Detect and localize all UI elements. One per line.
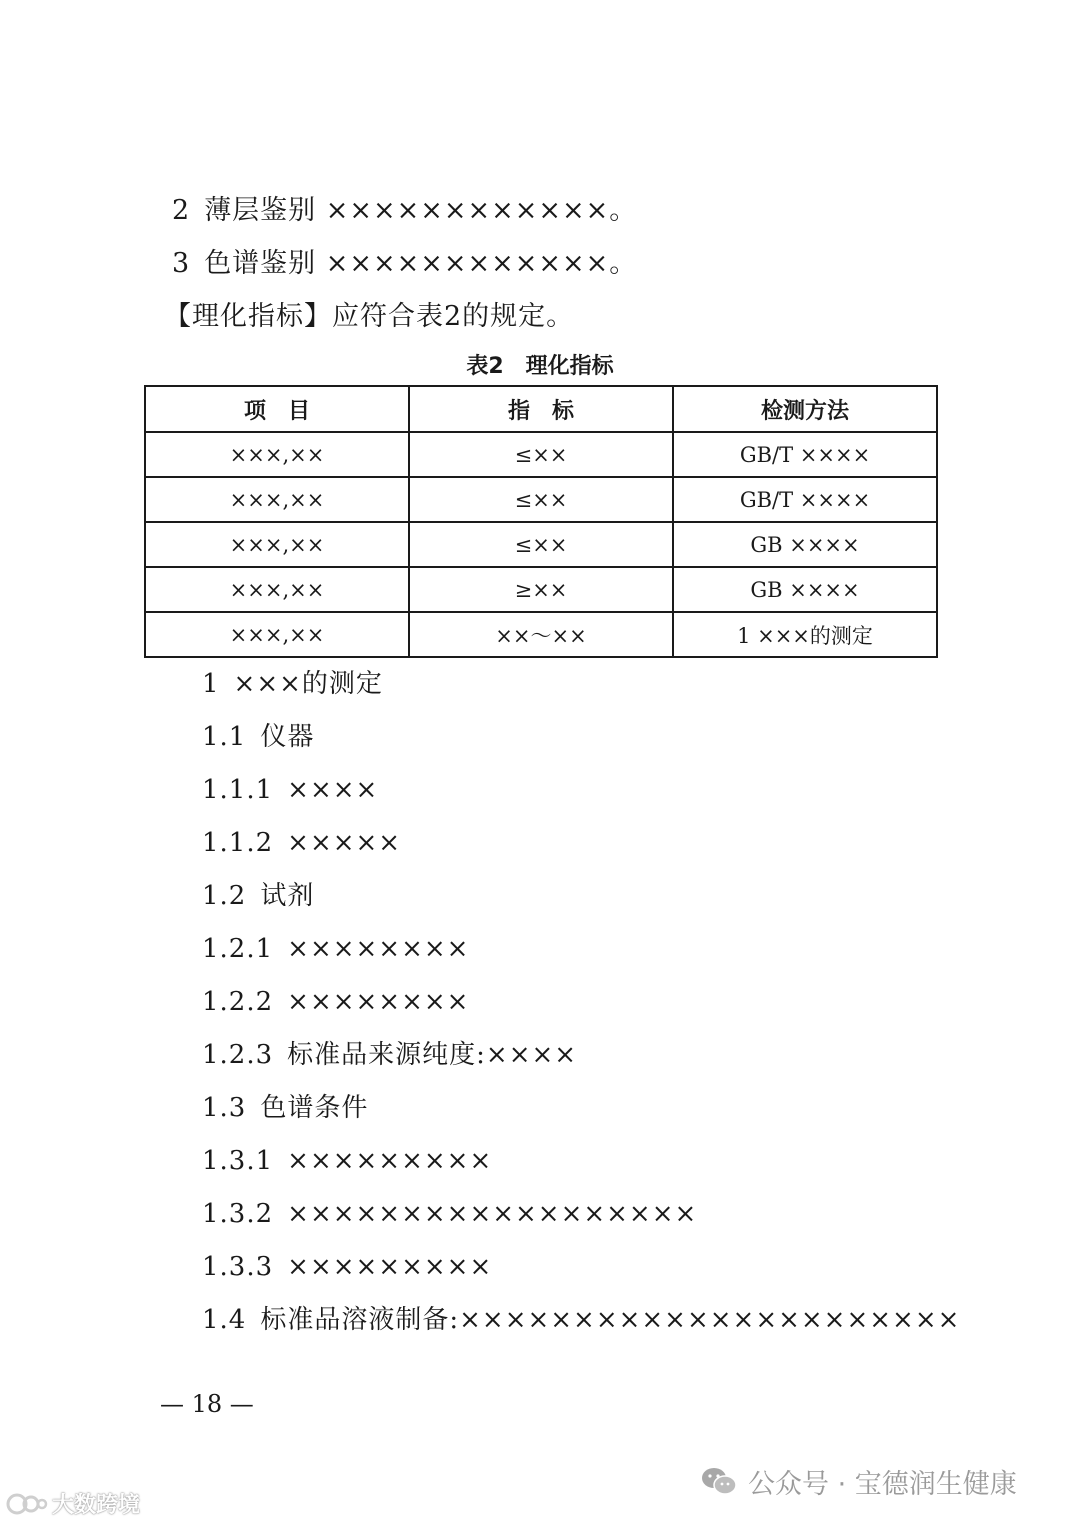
method-section [202,931,469,967]
item-number: 3 [172,248,191,279]
section-text: 试剂 [260,881,315,911]
cell-item: ×××,×× [145,567,409,612]
brand-logo-icon [6,1491,48,1517]
section-number: 1 [202,669,220,699]
item-text: 色谱鉴别 ××××××××××××。 [204,248,638,279]
wechat-icon [700,1466,738,1498]
method-section [202,878,314,914]
section-number: 1.2.1 [202,934,274,964]
method-section [202,984,469,1020]
table-header-row [145,386,937,432]
cell-indicator: ≥×× [409,567,673,612]
page-number: — 18 — [160,1390,254,1418]
table-row [145,477,937,522]
section-text: 标准品来源纯度:×××× [287,1040,578,1070]
method-section [202,772,378,808]
cell-item: ×××,×× [145,477,409,522]
header-method: 检测方法 [673,386,937,432]
cell-method: GB ×××× [673,522,937,567]
table-row [145,432,937,477]
section-text: 标准品溶液制备:×××××××××××××××××××××× [260,1305,961,1335]
section-number: 1.2.2 [202,987,274,1017]
method-section [202,719,314,755]
header-indicator: 指 标 [409,386,673,432]
section-text: ××××××××× [287,1252,493,1282]
cell-indicator: ≤×× [409,477,673,522]
section-number: 1.3.3 [202,1252,274,1282]
method-section [202,1143,492,1179]
cell-method: GB/T ×××× [673,432,937,477]
physchem-requirement: 【理化指标】应符合表2的规定。 [164,301,575,332]
section-text: ×××××××××××××××××× [287,1199,698,1229]
section-number: 1.1.2 [202,828,274,858]
item-number: 2 [172,195,191,226]
method-section [202,825,401,861]
corner-brand: 大数跨境 [52,1493,141,1518]
section-number: 1.3.2 [202,1199,274,1229]
table-row [145,522,937,567]
account-watermark [700,1462,1017,1501]
cell-indicator: ≤×× [409,522,673,567]
identification-chromatography [172,246,637,282]
cell-method: GB/T ×××× [673,477,937,522]
method-section [202,1249,492,1285]
section-text: ××××× [287,828,402,858]
section-text: ×××的测定 [233,669,383,699]
section-number: 1.2 [202,881,247,911]
cell-item: ×××,×× [145,432,409,477]
cell-method: GB ×××× [673,567,937,612]
section-text: ×××× [287,775,379,805]
method-section [202,666,383,702]
cell-indicator: ≤×× [409,432,673,477]
section-number: 1.4 [202,1305,247,1335]
header-item: 项 目 [145,386,409,432]
section-text: ××××××××× [287,1146,493,1176]
section-text: 仪器 [260,722,315,752]
table-row [145,612,937,657]
section-text: ×××××××× [287,934,470,964]
cell-item: ×××,×× [145,612,409,657]
item-text: 薄层鉴别 ××××××××××××。 [204,195,638,226]
cell-indicator: ××～×× [409,612,673,657]
section-number: 1.1.1 [202,775,274,805]
section-text: ×××××××× [287,987,470,1017]
method-section [202,1037,577,1073]
account-name: 公众号 · 宝德润生健康 [748,1469,1017,1500]
corner-watermark [6,1488,140,1519]
physchem-table [144,385,938,658]
section-number: 1.3.1 [202,1146,274,1176]
section-number: 1.3 [202,1093,247,1123]
section-number: 1.1 [202,722,247,752]
method-section [202,1090,368,1126]
section-number: 1.2.3 [202,1040,274,1070]
section-text: 色谱条件 [260,1093,369,1123]
cell-item: ×××,×× [145,522,409,567]
cell-method: 1 ×××的测定 [673,612,937,657]
method-section [202,1302,960,1338]
table-row [145,567,937,612]
method-section [202,1196,697,1232]
identification-thin-layer [172,193,637,229]
table-caption: 表2 理化指标 [466,354,614,379]
